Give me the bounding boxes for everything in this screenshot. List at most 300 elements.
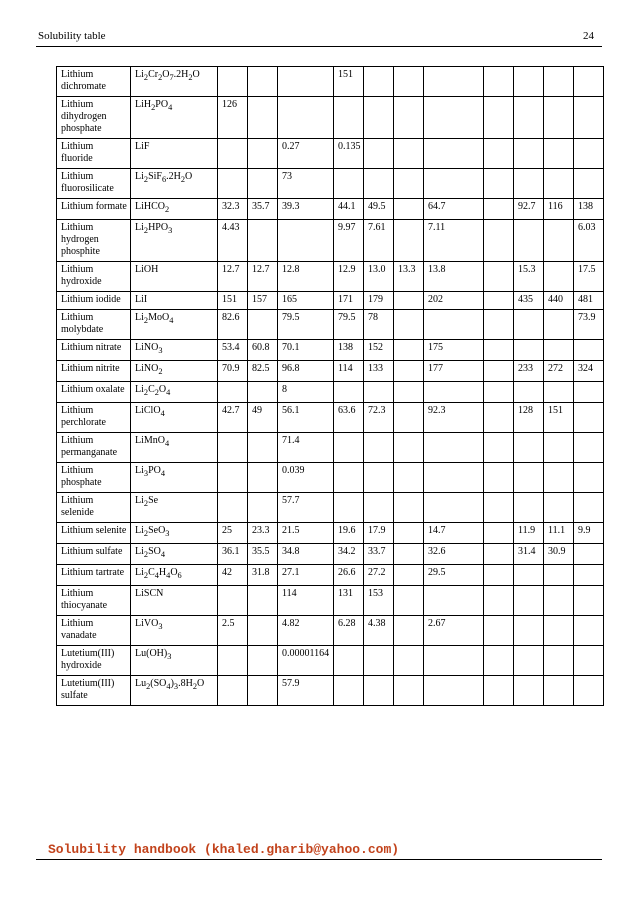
solubility-value-cell (514, 493, 544, 523)
solubility-value-cell: 17.5 (574, 262, 604, 292)
formula-text: .2H (166, 171, 181, 182)
table-row (57, 199, 604, 220)
formula-text: LiOH (135, 264, 159, 275)
solubility-value-cell (364, 493, 394, 523)
solubility-value-cell: 70.9 (218, 361, 248, 382)
formula-subscript: 3 (173, 682, 179, 691)
solubility-value-cell (574, 544, 604, 565)
solubility-value-cell (574, 676, 604, 706)
solubility-value-cell: 73.9 (574, 310, 604, 340)
solubility-value-cell (424, 433, 484, 463)
solubility-value-cell (248, 220, 278, 262)
solubility-value-cell (484, 310, 514, 340)
solubility-value-cell (514, 169, 544, 199)
solubility-value-cell: 126 (218, 97, 248, 139)
formula-text: LiNO (135, 342, 159, 353)
solubility-value-cell: 202 (424, 292, 484, 310)
solubility-value-cell (424, 169, 484, 199)
table-row (57, 544, 604, 565)
header-divider (36, 46, 602, 47)
formula-text: Li (135, 567, 144, 578)
solubility-value-cell: 179 (364, 292, 394, 310)
solubility-value-cell (248, 463, 278, 493)
table-row (57, 67, 604, 97)
solubility-value-cell (544, 310, 574, 340)
solubility-value-cell (334, 646, 364, 676)
solubility-value-cell: 35.7 (248, 199, 278, 220)
solubility-value-cell: 64.7 (424, 199, 484, 220)
solubility-value-cell: 49 (248, 403, 278, 433)
formula-subscript: 2 (158, 367, 163, 376)
solubility-value-cell: 0.27 (278, 139, 334, 169)
compound-name-cell: Lithium phosphate (57, 463, 131, 493)
solubility-value-cell (574, 586, 604, 616)
solubility-value-cell: 71.4 (278, 433, 334, 463)
formula-subscript: 2 (143, 226, 149, 235)
formula-text: MoO (148, 312, 170, 323)
formula-text: .8H (178, 678, 193, 689)
solubility-value-cell (248, 646, 278, 676)
solubility-value-cell: 11.1 (544, 523, 574, 544)
solubility-value-cell: 53.4 (218, 340, 248, 361)
formula-text: Li (135, 546, 144, 557)
formula-text: SeO (148, 525, 166, 536)
formula-text: LiI (135, 294, 148, 305)
solubility-value-cell (544, 262, 574, 292)
solubility-value-cell (484, 433, 514, 463)
formula-subscript: 4 (166, 571, 171, 580)
solubility-value-cell (574, 340, 604, 361)
solubility-value-cell: 233 (514, 361, 544, 382)
solubility-value-cell: 79.5 (278, 310, 334, 340)
solubility-value-cell (484, 403, 514, 433)
formula-subscript: 3 (143, 469, 149, 478)
solubility-value-cell: 78 (364, 310, 394, 340)
formula-text: Li (135, 384, 144, 395)
solubility-value-cell: 13.8 (424, 262, 484, 292)
solubility-value-cell (394, 220, 424, 262)
solubility-value-cell: 11.9 (514, 523, 544, 544)
solubility-value-cell: 7.11 (424, 220, 484, 262)
solubility-value-cell (218, 676, 248, 706)
solubility-value-cell: 23.3 (248, 523, 278, 544)
formula-cell (131, 676, 218, 706)
solubility-value-cell: 2.67 (424, 616, 484, 646)
solubility-value-cell: 131 (334, 586, 364, 616)
compound-name-cell: Lithium permanganate (57, 433, 131, 463)
table-row (57, 676, 604, 706)
solubility-value-cell (218, 463, 248, 493)
formula-subscript: 2 (143, 571, 149, 580)
solubility-value-cell (514, 586, 544, 616)
solubility-value-cell: 96.8 (278, 361, 334, 382)
solubility-value-cell (544, 493, 574, 523)
solubility-value-cell: 92.7 (514, 199, 544, 220)
solubility-value-cell: 32.3 (218, 199, 248, 220)
table-body (57, 67, 604, 706)
formula-text: (SO (150, 678, 167, 689)
solubility-value-cell: 138 (334, 340, 364, 361)
running-header-title: Solubility table (38, 30, 106, 42)
formula-text: O (170, 567, 178, 578)
formula-cell (131, 493, 218, 523)
solubility-value-cell: 324 (574, 361, 604, 382)
solubility-value-cell (248, 433, 278, 463)
formula-subscript: 2 (146, 682, 151, 691)
solubility-value-cell (394, 565, 424, 586)
formula-subscript: 4 (160, 409, 165, 418)
compound-name-cell: Lithium vanadate (57, 616, 131, 646)
formula-subscript: 2 (143, 316, 149, 325)
solubility-value-cell (574, 616, 604, 646)
table-row (57, 139, 604, 169)
formula-text: C (148, 384, 155, 395)
solubility-value-cell: 13.0 (364, 262, 394, 292)
compound-name-cell: Lithium iodide (57, 292, 131, 310)
solubility-value-cell (484, 361, 514, 382)
solubility-value-cell (394, 361, 424, 382)
table-row (57, 433, 604, 463)
compound-name-cell: Lithium tartrate (57, 565, 131, 586)
formula-cell (131, 382, 218, 403)
solubility-value-cell (544, 463, 574, 493)
solubility-value-cell: 34.8 (278, 544, 334, 565)
solubility-value-cell (544, 586, 574, 616)
solubility-value-cell (574, 97, 604, 139)
formula-text: LiNO (135, 363, 159, 374)
solubility-value-cell (544, 646, 574, 676)
solubility-value-cell: 31.4 (514, 544, 544, 565)
solubility-value-cell (248, 169, 278, 199)
solubility-value-cell (364, 67, 394, 97)
solubility-value-cell (218, 586, 248, 616)
formula-subscript: 6 (161, 175, 167, 184)
solubility-value-cell (514, 340, 544, 361)
solubility-value-cell (248, 493, 278, 523)
formula-subscript: 4 (154, 571, 159, 580)
solubility-value-cell (334, 433, 364, 463)
formula-text: Li (135, 171, 144, 182)
solubility-value-cell: 30.9 (544, 544, 574, 565)
formula-cell (131, 220, 218, 262)
solubility-value-cell: 49.5 (364, 199, 394, 220)
formula-subscript: 4 (160, 550, 166, 559)
solubility-value-cell: 177 (424, 361, 484, 382)
solubility-value-cell (278, 220, 334, 262)
compound-name-cell: Lithium fluorosilicate (57, 169, 131, 199)
solubility-value-cell: 42 (218, 565, 248, 586)
formula-cell (131, 361, 218, 382)
solubility-value-cell (364, 463, 394, 493)
formula-subscript: 2 (143, 529, 149, 538)
solubility-value-cell (544, 220, 574, 262)
solubility-value-cell (424, 646, 484, 676)
solubility-value-cell (484, 67, 514, 97)
solubility-value-cell (424, 493, 484, 523)
solubility-value-cell (484, 169, 514, 199)
solubility-value-cell: 27.1 (278, 565, 334, 586)
solubility-value-cell (248, 139, 278, 169)
solubility-value-cell: 70.1 (278, 340, 334, 361)
solubility-value-cell (364, 169, 394, 199)
formula-text: Cr (148, 69, 159, 80)
formula-text: Lu (135, 678, 147, 689)
formula-text: Li (135, 525, 144, 536)
solubility-value-cell (484, 493, 514, 523)
solubility-value-cell (394, 139, 424, 169)
formula-text: SO (148, 546, 161, 557)
compound-name-cell: Lithium nitrite (57, 361, 131, 382)
solubility-value-cell: 36.1 (218, 544, 248, 565)
solubility-value-cell: 435 (514, 292, 544, 310)
solubility-value-cell (544, 433, 574, 463)
formula-text: Li (135, 495, 144, 506)
solubility-value-cell: 151 (334, 67, 364, 97)
formula-text: PO (148, 465, 161, 476)
table-row (57, 382, 604, 403)
solubility-value-cell (248, 97, 278, 139)
solubility-value-cell (424, 586, 484, 616)
solubility-value-cell: 13.3 (394, 262, 424, 292)
formula-subscript: 4 (166, 682, 171, 691)
solubility-value-cell (364, 97, 394, 139)
solubility-value-cell: 56.1 (278, 403, 334, 433)
solubility-value-cell (484, 565, 514, 586)
solubility-value-cell: 57.9 (278, 676, 334, 706)
table-row (57, 493, 604, 523)
table-row (57, 340, 604, 361)
solubility-value-cell (484, 382, 514, 403)
solubility-value-cell (424, 310, 484, 340)
formula-text: O (158, 384, 167, 395)
solubility-value-cell (544, 382, 574, 403)
solubility-value-cell: 33.7 (364, 544, 394, 565)
formula-subscript: 3 (168, 226, 173, 235)
solubility-value-cell (218, 493, 248, 523)
solubility-value-cell (394, 169, 424, 199)
solubility-value-cell (544, 676, 574, 706)
compound-name-cell: Lithium dichromate (57, 67, 131, 97)
solubility-value-cell (574, 565, 604, 586)
formula-text: LiClO (135, 405, 161, 416)
solubility-value-cell (484, 544, 514, 565)
solubility-value-cell (364, 433, 394, 463)
solubility-value-cell (248, 676, 278, 706)
table-row (57, 310, 604, 340)
solubility-value-cell (424, 67, 484, 97)
solubility-value-cell (484, 139, 514, 169)
solubility-value-cell: 12.7 (218, 262, 248, 292)
solubility-value-cell (484, 463, 514, 493)
solubility-value-cell (514, 220, 544, 262)
formula-subscript: 7 (169, 73, 174, 82)
solubility-value-cell (574, 139, 604, 169)
solubility-value-cell: 8 (278, 382, 334, 403)
solubility-value-cell (484, 340, 514, 361)
solubility-value-cell (514, 616, 544, 646)
solubility-value-cell: 72.3 (364, 403, 394, 433)
formula-text: C (148, 567, 155, 578)
footer-credit: Solubility handbook (khaled.gharib@yahoo.com) (48, 842, 400, 857)
solubility-value-cell: 114 (334, 361, 364, 382)
solubility-value-cell: 12.8 (278, 262, 334, 292)
solubility-value-cell: 4.43 (218, 220, 248, 262)
solubility-value-cell (574, 463, 604, 493)
solubility-value-cell (248, 586, 278, 616)
solubility-value-cell (514, 463, 544, 493)
solubility-value-cell: 2.5 (218, 616, 248, 646)
formula-subscript: 3 (167, 652, 172, 661)
formula-subscript: 2 (143, 175, 149, 184)
formula-text: O (185, 171, 193, 182)
formula-subscript: 2 (180, 175, 186, 184)
solubility-value-cell (218, 382, 248, 403)
solubility-value-cell (574, 646, 604, 676)
compound-name-cell: Lithium molybdate (57, 310, 131, 340)
formula-text: PO (155, 99, 169, 110)
formula-text: LiH (135, 99, 152, 110)
solubility-value-cell (514, 97, 544, 139)
solubility-value-cell: 17.9 (364, 523, 394, 544)
solubility-value-cell (394, 544, 424, 565)
solubility-value-cell (394, 382, 424, 403)
solubility-value-cell: 272 (544, 361, 574, 382)
solubility-value-cell: 26.6 (334, 565, 364, 586)
solubility-value-cell (484, 262, 514, 292)
solubility-value-cell: 116 (544, 199, 574, 220)
solubility-value-cell: 35.5 (248, 544, 278, 565)
solubility-value-cell: 12.7 (248, 262, 278, 292)
table-row (57, 523, 604, 544)
table-row (57, 292, 604, 310)
solubility-value-cell (278, 67, 334, 97)
solubility-value-cell (544, 169, 574, 199)
solubility-value-cell: 157 (248, 292, 278, 310)
formula-text: LiHCO (135, 201, 165, 212)
solubility-value-cell (424, 676, 484, 706)
solubility-value-cell: 34.2 (334, 544, 364, 565)
solubility-value-cell (514, 67, 544, 97)
formula-cell (131, 646, 218, 676)
formula-text: LiSCN (135, 588, 164, 599)
formula-cell (131, 523, 218, 544)
formula-cell (131, 97, 218, 139)
solubility-value-cell (394, 340, 424, 361)
formula-subscript: 4 (166, 388, 171, 397)
solubility-value-cell: 151 (544, 403, 574, 433)
formula-subscript: 2 (165, 205, 170, 214)
solubility-value-cell (424, 463, 484, 493)
solubility-value-cell: 79.5 (334, 310, 364, 340)
table-row (57, 616, 604, 646)
formula-subscript: 2 (188, 73, 193, 82)
solubility-value-cell (484, 646, 514, 676)
solubility-value-cell: 57.7 (278, 493, 334, 523)
solubility-value-cell: 175 (424, 340, 484, 361)
solubility-value-cell (484, 676, 514, 706)
solubility-value-cell: 12.9 (334, 262, 364, 292)
table-row (57, 463, 604, 493)
solubility-value-cell (484, 199, 514, 220)
solubility-value-cell (574, 169, 604, 199)
solubility-value-cell: 138 (574, 199, 604, 220)
compound-name-cell: Lithium thiocyanate (57, 586, 131, 616)
solubility-value-cell: 44.1 (334, 199, 364, 220)
compound-name-cell: Lithium perchlorate (57, 403, 131, 433)
solubility-value-cell (394, 586, 424, 616)
solubility-value-cell (514, 310, 544, 340)
compound-name-cell: Lithium fluoride (57, 139, 131, 169)
solubility-value-cell (424, 97, 484, 139)
formula-text: LiVO (135, 618, 159, 629)
solubility-value-cell (334, 463, 364, 493)
formula-cell (131, 139, 218, 169)
formula-text: O (162, 69, 170, 80)
solubility-value-cell: 14.7 (424, 523, 484, 544)
formula-subscript: 6 (177, 571, 182, 580)
formula-text: Se (148, 495, 159, 506)
formula-cell (131, 340, 218, 361)
formula-subscript: 3 (158, 346, 163, 355)
formula-cell (131, 310, 218, 340)
table-row (57, 361, 604, 382)
solubility-value-cell (394, 67, 424, 97)
solubility-value-cell (514, 565, 544, 586)
solubility-value-cell (544, 340, 574, 361)
solubility-value-cell (484, 616, 514, 646)
solubility-value-cell (364, 676, 394, 706)
formula-cell (131, 199, 218, 220)
solubility-value-cell (544, 616, 574, 646)
compound-name-cell: Lithium hydroxide (57, 262, 131, 292)
formula-text: ) (170, 678, 174, 689)
solubility-value-cell (574, 493, 604, 523)
formula-subscript: 4 (168, 103, 173, 112)
solubility-value-cell (248, 616, 278, 646)
solubility-value-cell (544, 565, 574, 586)
solubility-value-cell (394, 310, 424, 340)
solubility-value-cell (364, 646, 394, 676)
formula-subscript: 2 (154, 388, 159, 397)
solubility-value-cell: 73 (278, 169, 334, 199)
formula-text: Li (135, 222, 144, 233)
solubility-value-cell: 9.9 (574, 523, 604, 544)
table-row (57, 403, 604, 433)
table-row (57, 262, 604, 292)
solubility-value-cell (484, 523, 514, 544)
compound-name-cell: Lithium nitrate (57, 340, 131, 361)
solubility-value-cell (218, 139, 248, 169)
solubility-value-cell: 165 (278, 292, 334, 310)
solubility-value-cell: 114 (278, 586, 334, 616)
solubility-value-cell (514, 433, 544, 463)
formula-cell (131, 544, 218, 565)
compound-name-cell: Lithium sulfate (57, 544, 131, 565)
formula-subscript: 2 (158, 73, 163, 82)
compound-name-cell: Lutetium(III) hydroxide (57, 646, 131, 676)
solubility-value-cell: 6.03 (574, 220, 604, 262)
solubility-value-cell: 29.5 (424, 565, 484, 586)
solubility-value-cell: 0.135 (334, 139, 364, 169)
solubility-table (56, 66, 604, 706)
solubility-value-cell: 6.28 (334, 616, 364, 646)
solubility-value-cell: 4.82 (278, 616, 334, 646)
solubility-value-cell: 9.97 (334, 220, 364, 262)
solubility-value-cell (394, 646, 424, 676)
solubility-value-cell (394, 493, 424, 523)
solubility-value-cell (394, 433, 424, 463)
solubility-value-cell (394, 616, 424, 646)
